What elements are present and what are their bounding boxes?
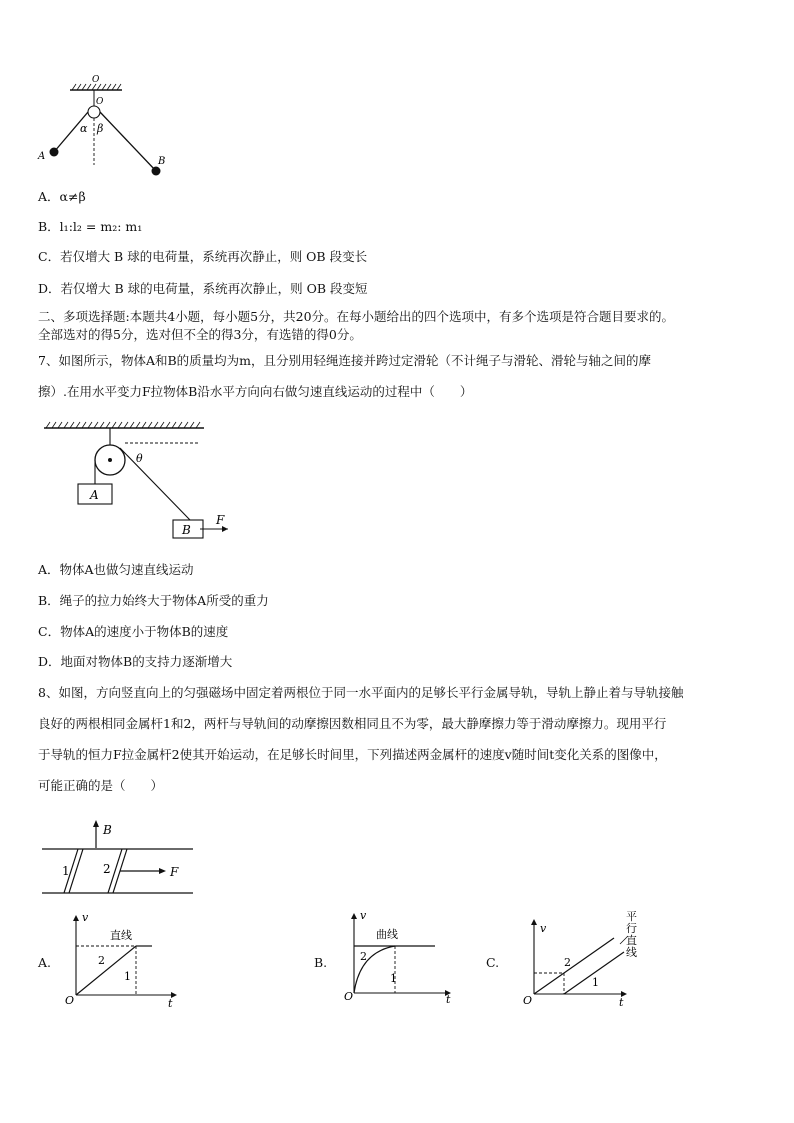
q8-graph-c-note-4: 线 — [626, 946, 637, 959]
q7-option-c: C．物体A的速度小于物体B的速度 — [38, 624, 229, 639]
q6-label-ball-a: A — [38, 151, 46, 162]
q8-graph-c-note-1: 平 — [626, 910, 637, 923]
q6-label-o-top: O — [92, 75, 100, 85]
q8-graph-a-v: v — [82, 912, 89, 924]
q6-label-beta: β — [97, 122, 104, 135]
q7-label-theta: θ — [136, 452, 143, 465]
q7-option-a: A．物体A也做匀速直线运动 — [38, 562, 194, 577]
q8-graph-c-note-3: 直 — [626, 934, 637, 947]
q8-graph-b-option: B. — [314, 955, 328, 970]
q7-option-b: B．绳子的拉力始终大于物体A所受的重力 — [38, 593, 269, 608]
q7-pulley-figure — [40, 418, 240, 540]
q8-graph-b-label-1: 1 — [390, 972, 397, 985]
q8-graph-c — [520, 908, 660, 1008]
q6-pendulum-figure — [30, 70, 200, 185]
q8-rail-figure — [38, 818, 198, 898]
q8-graph-c-note-2: 行 — [626, 922, 637, 935]
q7-option-d: D．地面对物体B的支持力逐渐增大 — [38, 654, 233, 669]
q8-graph-a-option: A. — [38, 955, 52, 970]
q8-stem-line1: 8、如图，方向竖直向上的匀强磁场中固定着两根位于同一水平面内的足够长平行金属导轨，导轨上静止着与导轨接触 — [38, 685, 684, 700]
q6-option-a: A．α≠β — [38, 189, 86, 204]
q8-graph-a-note: 直线 — [110, 929, 132, 942]
q8-graph-b-v: v — [360, 910, 367, 922]
q8-label-rod1: 1 — [62, 864, 70, 878]
q8-graph-c-label-1: 1 — [592, 976, 599, 989]
q6-option-c: C．若仅增大 B 球的电荷量，系统再次静止，则 OB 段变长 — [38, 249, 368, 264]
q8-graph-a-t: t — [168, 997, 173, 1007]
q8-graph-b-note: 曲线 — [376, 928, 398, 941]
q6-label-o: O — [96, 97, 104, 107]
q8-graph-b-label-2: 2 — [360, 950, 367, 963]
q6-option-b: B．l₁:l₂ = m₂: m₁ — [38, 219, 143, 234]
q8-stem-line2: 良好的两根相同金属杆1和2，两杆与导轨间的动摩擦因数相同且不为零，最大静摩擦力等于滑动摩擦力。现用平行 — [38, 716, 667, 731]
q8-graph-b — [340, 910, 460, 1005]
q8-graph-c-option: C. — [486, 955, 500, 970]
q8-label-rod2: 2 — [103, 862, 111, 876]
q6-option-d: D．若仅增大 B 球的电荷量，系统再次静止，则 OB 段变短 — [38, 281, 368, 296]
q8-graph-a — [62, 912, 182, 1007]
q8-graph-c-v: v — [540, 922, 547, 935]
q8-graph-c-o: O — [523, 994, 533, 1007]
q7-label-block-b: B — [182, 523, 191, 537]
section2-instructions-line1: 二、多项选择题:本题共4小题，每小题5分，共20分。在每小题给出的四个选项中，有多个选项是符合题目要求的。 — [38, 309, 675, 324]
section2-instructions-line2: 全部选对的得5分，选对但不全的得3分，有选错的得0分。 — [38, 327, 362, 342]
q8-label-field-b: B — [103, 823, 112, 837]
q8-graph-a-o: O — [65, 994, 75, 1007]
q6-label-alpha: α — [80, 122, 88, 135]
q8-graph-a-label-2: 2 — [98, 954, 105, 967]
q8-stem-line4: 可能正确的是（ ） — [38, 778, 164, 793]
q8-graph-b-t: t — [446, 993, 451, 1005]
q8-graph-b-o: O — [344, 990, 354, 1003]
q6-label-ball-b: B — [158, 156, 166, 167]
q7-stem-line1: 7、如图所示，物体A和B的质量均为m，且分别用轻绳连接并跨过定滑轮（不计绳子与滑轮、滑轮与轴之间的摩 — [38, 353, 652, 368]
q7-stem-line2: 擦）.在用水平变力F拉物体B沿水平方向向右做匀速直线运动的过程中（ ） — [38, 384, 473, 399]
q7-label-force: F — [216, 513, 225, 527]
q8-label-force: F — [170, 865, 179, 879]
q8-graph-c-label-2: 2 — [564, 956, 571, 969]
q8-stem-line3: 于导轨的恒力F拉金属杆2使其开始运动，在足够长时间里，下列描述两金属杆的速度v随时间t变化关系的图像中， — [38, 747, 667, 762]
q8-graph-a-label-1: 1 — [124, 970, 131, 983]
q8-graph-c-t: t — [619, 996, 624, 1008]
q7-label-block-a: A — [90, 488, 99, 502]
